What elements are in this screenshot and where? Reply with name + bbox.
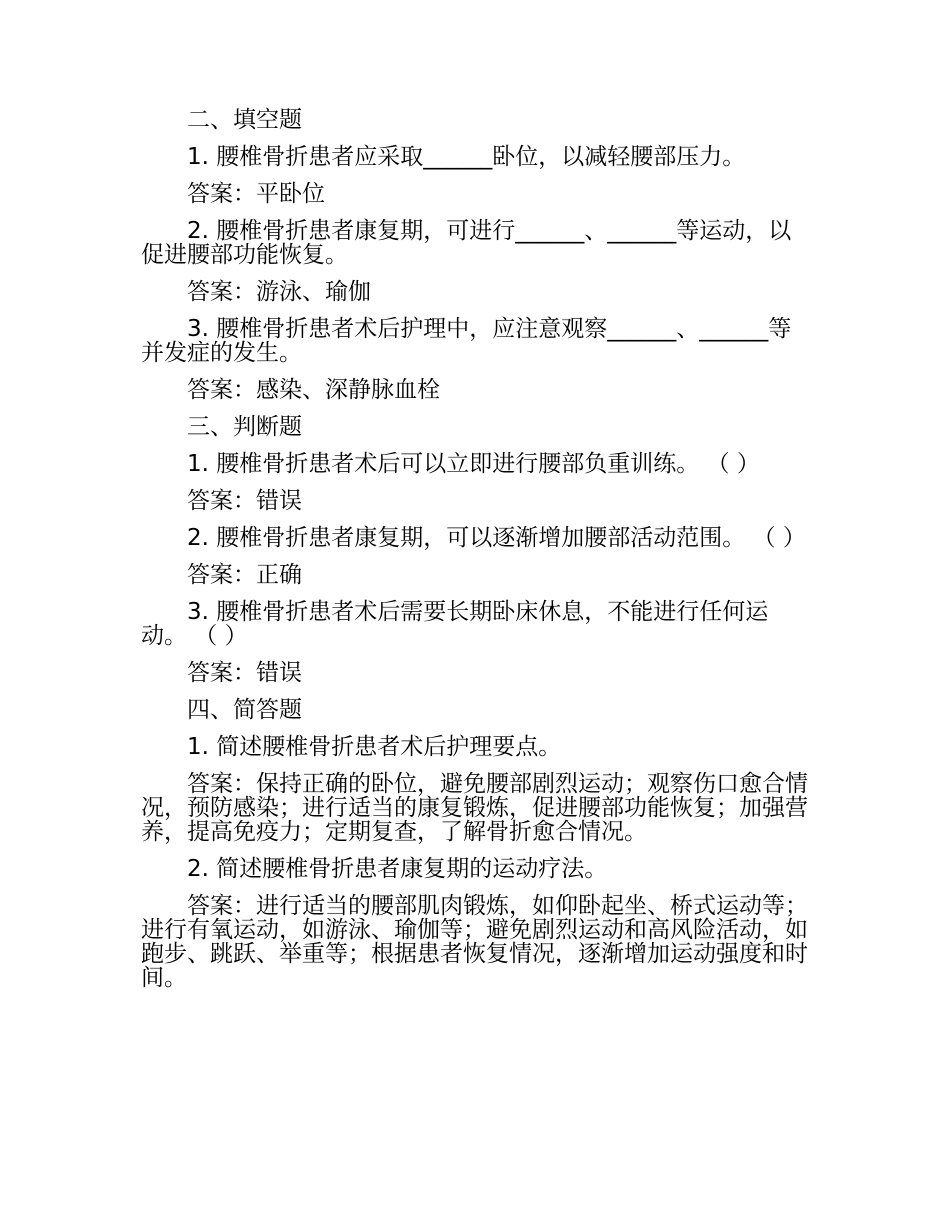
question-text: 2. 腰椎骨折患者康复期，可进行______、______等运动，以促进腰部功能恢复。 [141, 218, 792, 268]
answer-text: 答案：保持正确的卧位，避免腰部剧烈运动；观察伤口愈合情况，预防感染；进行适当的康复锻炼，促进腰部功能恢复；加强营养，提高免疫力；定期复查，了解骨折愈合情况。 [141, 771, 808, 845]
answer-text: 答案：平卧位 [187, 181, 325, 207]
section-heading-true-false: 三、判断题 [187, 414, 302, 440]
answer-text: 答案：错误 [187, 488, 302, 514]
document-body [141, 102, 809, 997]
question-text: 1. 腰椎骨折患者应采取______卧位，以减轻腰部压力。 [187, 144, 746, 170]
question-text: 2. 简述腰椎骨折患者康复期的运动疗法。 [187, 856, 608, 882]
section-heading-short-answer: 四、简答题 [187, 697, 302, 723]
question-text: 2. 腰椎骨折患者康复期，可以逐渐增加腰部活动范围。 （ ） [187, 525, 806, 551]
answer-text: 答案：错误 [187, 660, 302, 686]
question-text: 3. 腰椎骨折患者术后护理中，应注意观察______、______等并发症的发生。 [141, 316, 792, 366]
question-text: 3. 腰椎骨折患者术后需要长期卧床休息，不能进行任何运动。 （ ） [141, 599, 769, 649]
section-heading-fill-blank: 二、填空题 [187, 107, 302, 133]
answer-text: 答案：正确 [187, 562, 302, 588]
answer-text: 答案：进行适当的腰部肌肉锻炼，如仰卧起坐、桥式运动等；进行有氧运动，如游泳、瑜伽等；避免剧烈运动和高风险活动，如跑步、跳跃、举重等；根据患者恢复情况，逐渐增加运动强度和时间。 [141, 893, 808, 991]
question-text: 1. 腰椎骨折患者术后可以立即进行腰部负重训练。 （ ） [187, 451, 760, 477]
answer-text: 答案：游泳、瑜伽 [187, 279, 371, 305]
answer-text: 答案：感染、深静脉血栓 [187, 377, 440, 403]
question-text: 1. 简述腰椎骨折患者术后护理要点。 [187, 734, 562, 760]
